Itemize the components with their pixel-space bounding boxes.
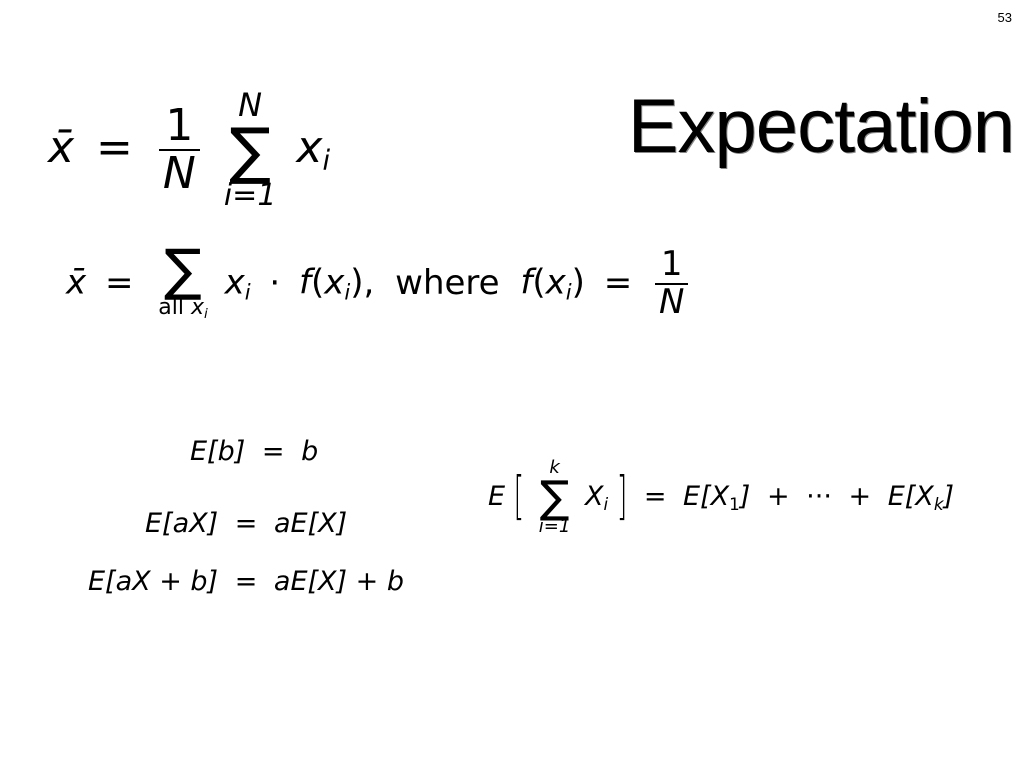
sigma-symbol: ∑ bbox=[229, 114, 272, 188]
rule-sum-linearity: E [ k ∑ i=1 $X_i$ ] = $E[X_1]$ + ··· + $E[X_k]$ bbox=[488, 457, 955, 538]
page-number: 53 bbox=[997, 10, 1012, 25]
equals-sign: = bbox=[104, 262, 134, 303]
sum-lower-limit: i=1 bbox=[223, 177, 277, 213]
ellipsis: ··· bbox=[806, 481, 832, 513]
fraction-numerator: 1 bbox=[660, 244, 683, 285]
summand-subscript: i bbox=[322, 145, 331, 177]
mean-symbol: x̄ bbox=[48, 121, 75, 173]
fraction bbox=[655, 244, 688, 323]
sum-upper-limit: k bbox=[549, 457, 560, 478]
summand-subscript: i bbox=[603, 493, 609, 514]
where-text: where bbox=[395, 262, 500, 303]
formula-sample-mean bbox=[48, 88, 330, 212]
function-f: f bbox=[299, 262, 312, 303]
summand: x bbox=[224, 262, 245, 303]
formula-weighted-mean: x̄ = ∑ all $x_i$ $x_i \cdot f(x_i)$, where $f(x_i)$ = $\frac{1}{N}$ bbox=[66, 246, 692, 322]
equals-sign: = bbox=[96, 121, 133, 173]
dot-operator: · bbox=[269, 262, 281, 303]
summand: x bbox=[296, 121, 323, 173]
fraction-numerator: 1 bbox=[165, 99, 194, 151]
summand: X bbox=[584, 481, 604, 513]
sum-upper-limit: N bbox=[238, 86, 263, 124]
expectation-operator: E bbox=[488, 481, 506, 513]
rule-linear: E[aX + b] = aE[X] + b bbox=[88, 566, 405, 597]
fraction-denominator: N bbox=[655, 283, 688, 321]
fraction-denominator: N bbox=[159, 149, 200, 197]
sum-lower-limit: i=1 bbox=[538, 516, 571, 538]
sigma-symbol: ∑ bbox=[164, 238, 202, 303]
sum-lower-limit: all $x_i$ bbox=[158, 295, 208, 323]
fraction bbox=[159, 99, 200, 199]
close-bracket: ] bbox=[616, 468, 628, 528]
slide-title: Expectation bbox=[627, 83, 1014, 169]
open-bracket: [ bbox=[513, 468, 525, 528]
equals-sign: = bbox=[643, 481, 667, 513]
function-f-2: f bbox=[520, 262, 533, 303]
summation bbox=[224, 88, 277, 212]
equals-sign-2: = bbox=[603, 262, 633, 303]
rule-constant: E[b] = b bbox=[190, 436, 319, 467]
summation bbox=[539, 458, 571, 537]
summation bbox=[158, 238, 208, 323]
sigma-symbol: ∑ bbox=[539, 471, 570, 523]
rule-scalar: E[aX] = aE[X] bbox=[145, 508, 348, 539]
summand-subscript: i bbox=[244, 279, 251, 305]
mean-symbol: x̄ bbox=[66, 262, 87, 303]
